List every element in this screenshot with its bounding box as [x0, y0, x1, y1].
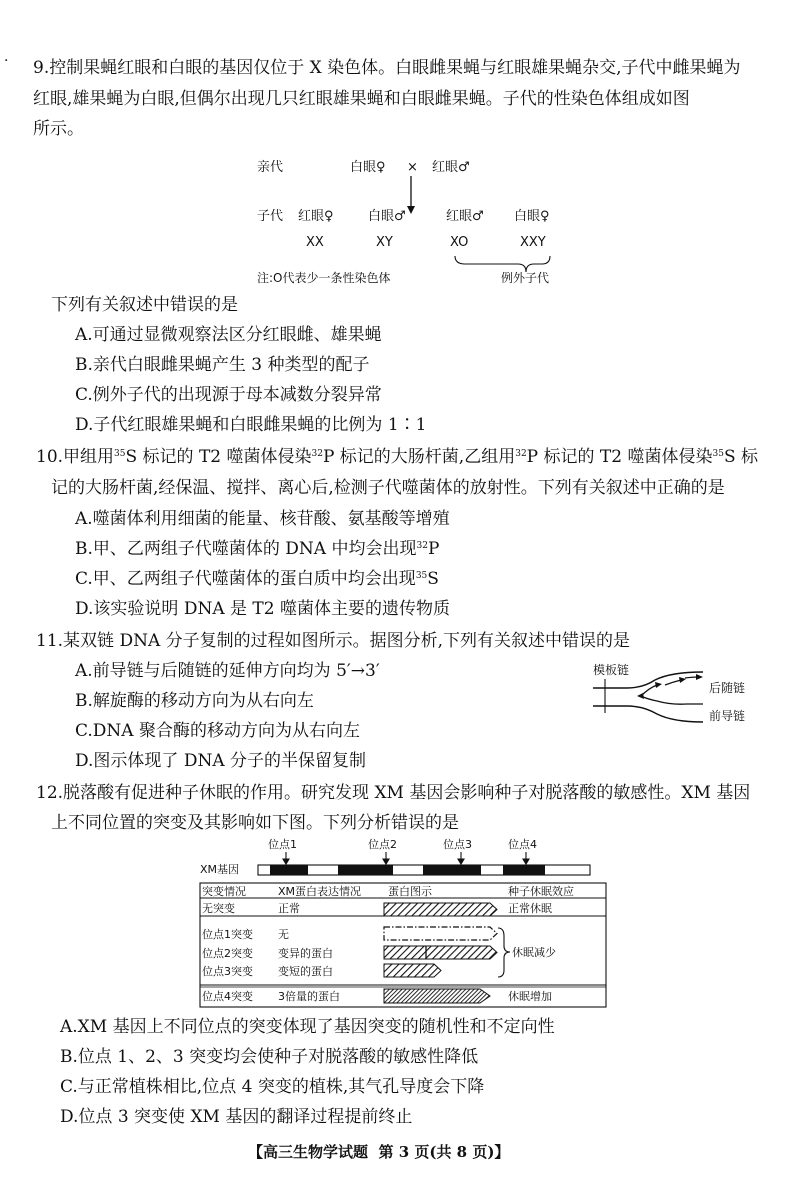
okazaki-fragment-2	[665, 680, 681, 685]
page-footer	[248, 1141, 509, 1163]
q11-option-d: D.图示体现了 DNA 分子的半保留复制	[75, 751, 367, 771]
q9-stem-line-3: 所示。	[33, 119, 84, 139]
exception-brace	[455, 256, 550, 272]
parent-female: 白眼♀	[350, 160, 386, 175]
footer-title: 【高三生物学试题	[248, 1143, 369, 1161]
lagging-strand-label: 后随链	[709, 681, 746, 695]
q9-option-a: A.可通过显微观察法区分红眼雌、雄果蝇	[75, 325, 382, 345]
leading-strand-arrow	[641, 696, 703, 704]
row-4-protein	[384, 964, 441, 977]
offspring-3-genotype: XO	[450, 235, 469, 250]
q12-option-a: A.XM 基因上不同位点的突变体现了基因突变的随机性和不定向性	[60, 1017, 555, 1037]
diagram-note: 注:O代表少一条性染色体	[257, 271, 391, 285]
row-1-effect: 正常休眠	[508, 902, 552, 915]
row-4-expression: 变短的蛋白	[278, 965, 333, 978]
site-1-label: 位点1	[268, 838, 297, 851]
offspring-label: 子代	[257, 209, 284, 224]
row-2-mutation: 位点1突变	[202, 928, 253, 941]
reduced-dormancy-brace	[498, 928, 510, 977]
q10-option-d: D.该实验说明 DNA 是 T2 噬菌体主要的遗传物质	[75, 599, 450, 619]
q11-replication-fork	[585, 658, 765, 733]
row-3-mutation: 位点2突变	[202, 947, 253, 960]
row-1-protein	[384, 903, 497, 916]
site-2-label: 位点2	[368, 838, 397, 851]
row-3-protein	[384, 946, 497, 959]
row-5-protein	[384, 989, 490, 1003]
q10-option-b: B.甲、乙两组子代噬菌体的 DNA 中均会出现$^{32}$P	[75, 539, 440, 559]
row-3-expression: 变异的蛋白	[278, 947, 333, 960]
q11-option-b: B.解旋酶的移动方向为从右向左	[75, 691, 314, 711]
q12-option-b: B.位点 1、2、3 突变均会使种子对脱落酸的敏感性降低	[60, 1047, 479, 1067]
q9-stem-line-1: 9.控制果蝇红眼和白眼的基因仅位于 X 染色体。白眼雌果蝇与红眼雄果蝇杂交,子代中雌果蝇为	[33, 58, 741, 78]
header-expression: XM蛋白表达情况	[278, 885, 362, 898]
footer-page: 第 3 页(共 8 页)】	[378, 1143, 510, 1161]
q9-question: 下列有关叙述中错误的是	[51, 295, 238, 315]
q11-option-c: C.DNA 聚合酶的移动方向为从右向左	[75, 721, 360, 741]
exon-1	[270, 865, 308, 875]
row-5-mutation: 位点4突变	[202, 990, 253, 1003]
cross-symbol: ×	[407, 160, 418, 175]
q11-option-a: A.前导链与后随链的延伸方向均为 5′→3′	[75, 661, 380, 681]
okazaki-fragment-1	[641, 685, 657, 696]
q10-option-c: C.甲、乙两组子代噬菌体的蛋白质中均会出现$^{35}$S	[75, 569, 439, 589]
leading-strand-label: 前导链	[709, 709, 746, 723]
offspring-3-phenotype: 红眼♂	[446, 209, 484, 224]
q11-stem: 11.某双链 DNA 分子复制的过程如图所示。据图分析,下列有关叙述中错误的是	[36, 631, 631, 651]
lower-template-strand	[593, 706, 703, 722]
row-1-mutation: 无突变	[202, 902, 235, 915]
parent-label: 亲代	[257, 160, 284, 175]
header-mutation: 突变情况	[202, 885, 246, 898]
site-4-label: 位点4	[508, 838, 537, 851]
row-2-protein	[384, 927, 497, 940]
offspring-2-phenotype: 白眼♂	[368, 209, 406, 224]
q12-mutation-figure	[198, 832, 610, 1012]
q12-stem-line-1: 12.脱落酸有促进种子休眠的作用。研究发现 XM 基因会影响种子对脱落酸的敏感性。XM 基因	[36, 783, 751, 803]
row-4-mutation: 位点3突变	[202, 965, 253, 978]
parent-male: 红眼♂	[432, 160, 470, 175]
q10-stem-line-1: 10.甲组用$^{35}$S 标记的 T2 噬菌体侵染$^{32}$P 标记的大肠杆菌,乙组用$^{32}$P 标记的 T2 噬菌体侵染$^{35}$S 标	[36, 447, 758, 467]
offspring-4-phenotype: 白眼♀	[514, 209, 550, 224]
row-5-expression: 3倍量的蛋白	[278, 990, 340, 1003]
q9-option-c: C.例外子代的出现源于母本减数分裂异常	[75, 385, 382, 405]
q10-option-a: A.噬菌体利用细菌的能量、核苷酸、氨基酸等增殖	[75, 509, 450, 529]
corner-mark: ·	[4, 53, 9, 69]
template-strand-label: 模板链	[593, 663, 630, 677]
cross-arrowhead	[407, 206, 415, 214]
header-dormancy-effect: 种子休眠效应	[508, 885, 574, 898]
q10-stem-line-2: 记的大肠杆菌,经保温、搅拌、离心后,检测子代噬菌体的放射性。下列有关叙述中正确的是	[51, 478, 725, 498]
q12-option-c: C.与正常植株相比,位点 4 突变的植株,其气孔导度会下降	[60, 1077, 485, 1097]
row-3-effect: 休眠减少	[512, 946, 556, 959]
exception-label: 例外子代	[501, 271, 550, 285]
row-5-effect: 休眠增加	[508, 990, 552, 1003]
exon-4	[503, 865, 545, 875]
offspring-4-genotype: XXY	[520, 235, 546, 250]
q9-cross-diagram	[250, 150, 590, 295]
offspring-1-phenotype: 红眼♀	[298, 209, 334, 224]
gene-label: XM基因	[200, 863, 240, 876]
row-2-expression: 无	[278, 928, 289, 941]
q9-stem-line-2: 红眼,雄果蝇为白眼,但偶尔出现几只红眼雄果蝇和白眼雌果蝇。子代的性染色体组成如图	[33, 89, 690, 109]
q9-option-d: D.子代红眼雄果蝇和白眼雌果蝇的比例为 1∶1	[75, 415, 427, 435]
offspring-1-genotype: XX	[306, 235, 324, 250]
offspring-2-genotype: XY	[376, 235, 393, 250]
header-protein-diagram: 蛋白图示	[388, 885, 432, 898]
q12-stem-line-2: 上不同位置的突变及其影响如下图。下列分析错误的是	[51, 813, 459, 833]
q9-option-b: B.亲代白眼雌果蝇产生 3 种类型的配子	[75, 355, 370, 375]
q12-option-d: D.位点 3 突变使 XM 基因的翻译过程提前终止	[60, 1107, 413, 1127]
row-1-expression: 正常	[278, 902, 300, 915]
site-3-label: 位点3	[443, 838, 472, 851]
exon-3	[423, 865, 481, 875]
exon-2	[338, 865, 393, 875]
